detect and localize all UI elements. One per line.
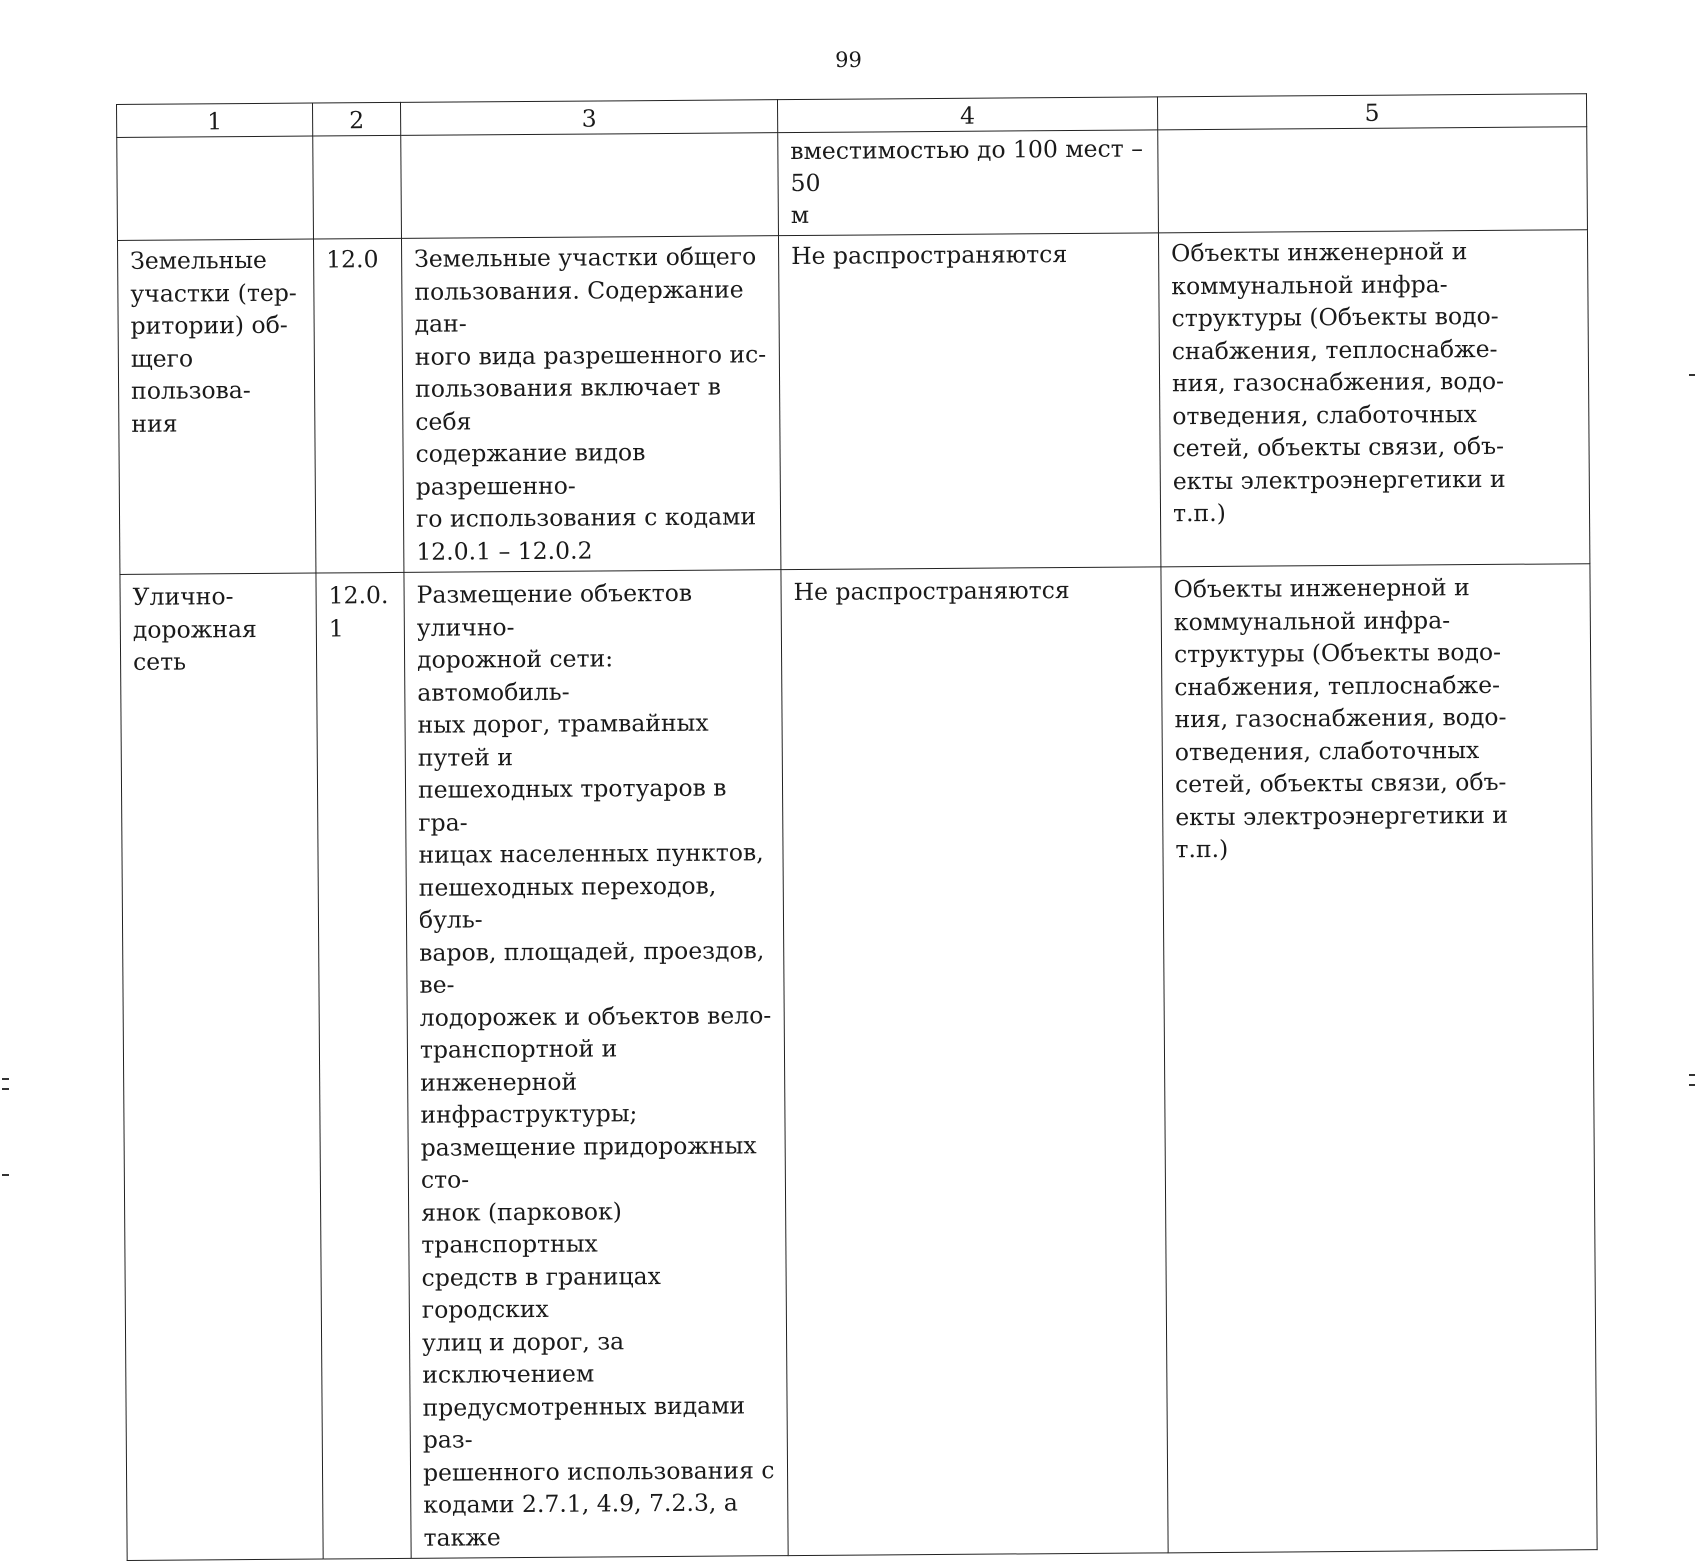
cell-use-name: Земельные участки (тер- ритории) об- щего пользова- ния <box>118 239 316 574</box>
cell-limits-continuation: вместимостью до 100 мест – 50 м <box>778 130 1159 236</box>
cell-use-code: 12.0 <box>313 238 403 573</box>
cell-use-limits: Не распространяются <box>781 567 1168 1556</box>
scan-margin-mark <box>1689 1074 1695 1076</box>
scan-margin-mark <box>2 1088 9 1090</box>
column-header-2: 2 <box>312 102 400 136</box>
cell-use-code: 12.0.1 <box>316 572 411 1559</box>
column-header-5: 5 <box>1157 94 1586 130</box>
scan-margin-mark <box>2 1174 9 1176</box>
cell-use-description: Земельные участки общего пользования. Содержание дан- ного вида разрешенного ис- пользования включает в себя содержание видов разрешенно- го использования с кодами 12.0.1 – 12.0.2 <box>401 236 780 573</box>
cell-col1 <box>117 136 314 240</box>
column-header-3: 3 <box>400 100 777 136</box>
regulation-table <box>116 93 1598 1561</box>
cell-use-objects: Объекты инженерной и коммунальной инфра- структуры (Объекты водо- снабжения, теплоснабже- ния, газоснабжения, водо- отведения, слаботочных сетей, объекты связи, объ- екты электроэнергетики и т.п.) <box>1161 564 1597 1553</box>
table-row-continuation <box>117 127 1588 241</box>
column-header-1: 1 <box>117 103 313 137</box>
cell-use-limits: Не распространяются <box>778 233 1160 570</box>
cell-col3 <box>401 133 779 239</box>
scan-margin-mark <box>1689 1084 1695 1086</box>
cell-use-objects: Объекты инженерной и коммунальной инфра- структуры (Объекты водо- снабжения, теплоснабже- ния, газоснабжения, водо- отведения, слаботочных сетей, объекты связи, объ- екты электроэнергетики и т.п.) <box>1158 230 1589 567</box>
cell-use-description: Размещение объектов улично- дорожной сети: автомобиль- ных дорог, трамвайных путей и пешеходных тротуаров в гра- ницах населенных пунктов, пешеходных переходов, буль- варов, площадей, проездов, ве- лодорожек и объектов вело- транспортной и инженерной инфраструктуры; размещение придорожных сто- янок (парковок) транспортных средств в границах городских улиц и дорог, за исключением предусмотренных видами раз- решенного использования с кодами 2.7.1, 4.9, 7.2.3, а также <box>404 570 788 1559</box>
scan-margin-mark <box>1689 374 1695 376</box>
regulation-table-wrapper <box>116 93 1597 1561</box>
cell-use-name: Улично- дорожная сеть <box>120 573 323 1560</box>
scan-margin-mark <box>2 1078 9 1080</box>
cell-col5 <box>1158 127 1588 233</box>
cell-col2 <box>313 135 402 239</box>
table-row <box>118 230 1590 575</box>
page-number: 99 <box>835 48 862 72</box>
column-header-4: 4 <box>777 97 1157 133</box>
table-row <box>120 564 1597 1561</box>
